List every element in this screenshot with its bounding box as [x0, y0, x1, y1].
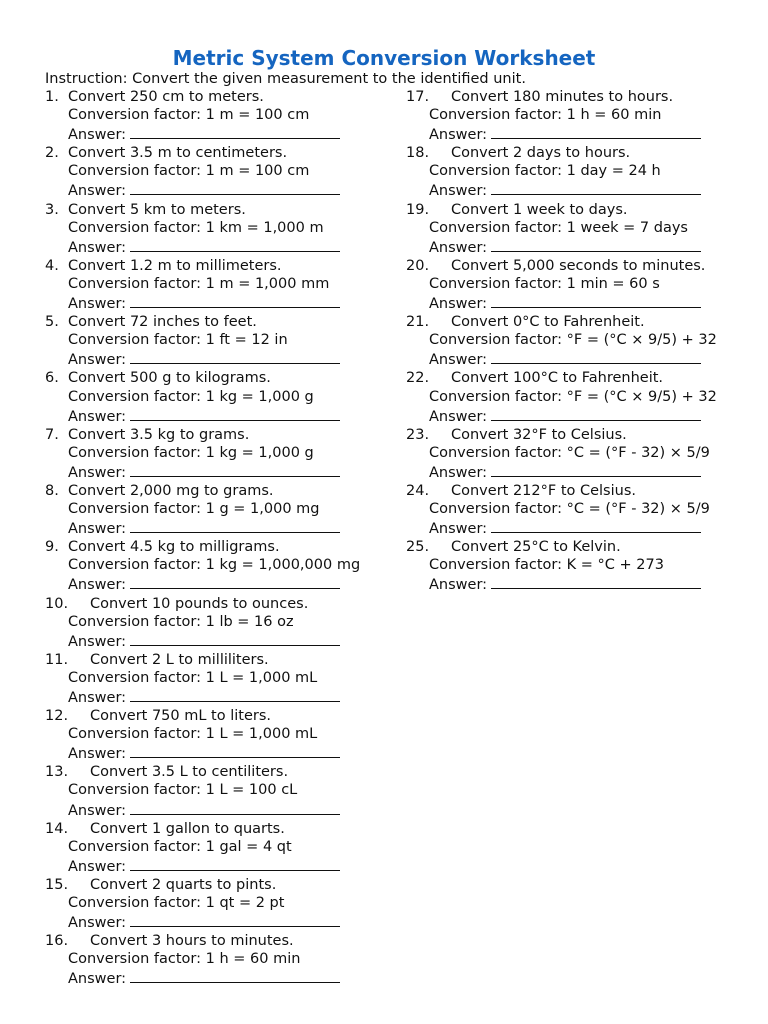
question-item: [406, 201, 751, 257]
answer-label: Answer:: [68, 633, 127, 650]
answer-blank-line[interactable]: [130, 687, 340, 702]
question-line: [45, 538, 390, 556]
question-line: [45, 707, 390, 725]
question-item: [45, 482, 390, 538]
answer-blank-line[interactable]: [130, 124, 340, 139]
answer-row: [406, 237, 751, 257]
question-text: Convert 3 hours to minutes.: [90, 933, 294, 950]
question-item: [45, 651, 390, 707]
conversion-factor: Conversion factor: 1 ft = 12 in: [68, 332, 288, 349]
answer-row: [45, 687, 390, 707]
question-item: [45, 313, 390, 369]
answer-label: Answer:: [68, 802, 127, 819]
conversion-factor: Conversion factor: 1 L = 1,000 mL: [68, 726, 318, 743]
question-text: Convert 3.5 L to centiliters.: [90, 764, 289, 781]
answer-label: Answer:: [68, 971, 127, 988]
question-number: 8.: [45, 482, 59, 499]
question-item: [45, 144, 390, 200]
answer-label: Answer:: [429, 521, 488, 538]
answer-blank-line[interactable]: [491, 462, 701, 477]
question-text: Convert 100°C to Fahrenheit.: [451, 370, 664, 387]
answer-row: [45, 912, 390, 932]
answer-label: Answer:: [68, 352, 127, 369]
question-line: [45, 369, 390, 387]
question-number: 10.: [45, 595, 69, 612]
question-number: 4.: [45, 257, 59, 274]
question-number: 13.: [45, 764, 69, 781]
conversion-factor: Conversion factor: 1 L = 1,000 mL: [68, 669, 318, 686]
question-number: 11.: [45, 651, 69, 668]
conversion-factor: Conversion factor: 1 m = 100 cm: [68, 163, 310, 180]
question-line: [406, 313, 751, 331]
question-item: [45, 763, 390, 819]
question-text: Convert 2 quarts to pints.: [90, 876, 277, 893]
answer-label: Answer:: [429, 408, 488, 425]
answer-row: [45, 743, 390, 763]
answer-blank-line[interactable]: [130, 518, 340, 533]
answer-row: [406, 124, 751, 144]
conversion-factor: Conversion factor: 1 kg = 1,000 g: [68, 444, 314, 461]
answer-blank-line[interactable]: [130, 462, 340, 477]
question-text: Convert 5,000 seconds to minutes.: [451, 257, 706, 274]
question-item: [45, 876, 390, 932]
answer-row: [45, 968, 390, 988]
answer-label: Answer:: [68, 858, 127, 875]
answer-row: [406, 293, 751, 313]
question-item: [45, 201, 390, 257]
question-text: Convert 72 inches to feet.: [68, 314, 257, 331]
answer-label: Answer:: [68, 408, 127, 425]
question-number: 17.: [406, 89, 430, 105]
question-number: 2.: [45, 145, 59, 162]
answer-blank-line[interactable]: [491, 574, 701, 589]
question-line: [406, 482, 751, 500]
answer-blank-line[interactable]: [130, 631, 340, 646]
question-line: [406, 88, 751, 106]
question-number: 3.: [45, 201, 59, 218]
question-number: 23.: [406, 426, 430, 443]
question-text: Convert 180 minutes to hours.: [451, 89, 674, 105]
question-item: [406, 88, 751, 144]
answer-row: [45, 574, 390, 594]
answer-blank-line[interactable]: [491, 237, 701, 252]
conversion-factor: Conversion factor: K = °C + 273: [429, 557, 664, 574]
question-number: 9.: [45, 539, 59, 556]
answer-row: [45, 237, 390, 257]
question-line: [406, 144, 751, 162]
answer-row: [45, 293, 390, 313]
answer-blank-line[interactable]: [130, 912, 340, 927]
question-number: 21.: [406, 314, 430, 331]
question-text: Convert 0°C to Fahrenheit.: [451, 314, 645, 331]
question-item: [406, 538, 751, 594]
question-text: Convert 1.2 m to millimeters.: [68, 257, 282, 274]
question-line: [45, 820, 390, 838]
question-number: 19.: [406, 201, 430, 218]
question-item: [45, 595, 390, 651]
answer-label: Answer:: [68, 577, 127, 594]
question-text: Convert 1 week to days.: [451, 201, 628, 218]
question-number: 25.: [406, 539, 430, 556]
answer-label: Answer:: [68, 746, 127, 763]
answer-blank-line[interactable]: [491, 293, 701, 308]
answer-label: Answer:: [429, 239, 488, 256]
conversion-factor: Conversion factor: °F = (°C × 9/5) + 32: [429, 388, 717, 405]
question-line: [45, 426, 390, 444]
question-line: [406, 369, 751, 387]
question-line: [45, 763, 390, 781]
question-number: 24.: [406, 482, 430, 499]
question-item: [45, 820, 390, 876]
question-item: [45, 257, 390, 313]
question-line: [406, 257, 751, 275]
question-text: Convert 3.5 m to centimeters.: [68, 145, 288, 162]
answer-blank-line[interactable]: [130, 856, 340, 871]
answer-row: [406, 462, 751, 482]
question-number: 18.: [406, 145, 430, 162]
question-line: [406, 201, 751, 219]
answer-blank-line[interactable]: [130, 968, 340, 983]
answer-row: [45, 406, 390, 426]
conversion-factor: Conversion factor: 1 kg = 1,000 g: [68, 388, 314, 405]
conversion-factor: Conversion factor: 1 gal = 4 qt: [68, 838, 292, 855]
answer-label: Answer:: [429, 296, 488, 313]
question-line: [45, 201, 390, 219]
question-text: Convert 10 pounds to ounces.: [90, 595, 309, 612]
answer-blank-line[interactable]: [130, 180, 340, 195]
answer-blank-line[interactable]: [491, 406, 701, 421]
question-line: [45, 932, 390, 950]
answer-row: [406, 349, 751, 369]
question-line: [45, 88, 390, 106]
question-text: Convert 2 L to milliliters.: [90, 651, 269, 668]
answer-blank-line[interactable]: [130, 406, 340, 421]
answer-label: Answer:: [68, 239, 127, 256]
question-number: 1.: [45, 89, 59, 105]
question-number: 12.: [45, 708, 69, 725]
question-text: Convert 25°C to Kelvin.: [451, 539, 621, 556]
question-line: [45, 257, 390, 275]
question-text: Convert 2,000 mg to grams.: [68, 482, 274, 499]
question-item: [406, 144, 751, 200]
answer-blank-line[interactable]: [491, 124, 701, 139]
answer-label: Answer:: [68, 915, 127, 932]
conversion-factor: Conversion factor: °C = (°F - 32) × 5/9: [429, 501, 710, 518]
question-item: [406, 313, 751, 369]
answer-row: [45, 800, 390, 820]
question-text: Convert 2 days to hours.: [451, 145, 631, 162]
question-text: Convert 4.5 kg to milligrams.: [68, 539, 280, 556]
conversion-factor: Conversion factor: 1 g = 1,000 mg: [68, 501, 320, 518]
question-item: [45, 707, 390, 763]
answer-row: [45, 631, 390, 651]
answer-row: [45, 180, 390, 200]
question-number: 7.: [45, 426, 59, 443]
question-line: [45, 876, 390, 894]
question-item: [406, 369, 751, 425]
answer-label: Answer:: [68, 296, 127, 313]
conversion-factor: Conversion factor: 1 h = 60 min: [429, 107, 662, 124]
worksheet-title: Metric System Conversion Worksheet: [172, 46, 596, 70]
answer-row: [406, 180, 751, 200]
question-item: [45, 88, 390, 144]
conversion-factor: Conversion factor: 1 L = 100 cL: [68, 782, 298, 799]
answer-blank-line[interactable]: [491, 518, 701, 533]
question-item: [406, 257, 751, 313]
question-line: [45, 482, 390, 500]
question-number: 5.: [45, 314, 59, 331]
question-line: [45, 595, 390, 613]
answer-row: [45, 856, 390, 876]
conversion-factor: Conversion factor: °F = (°C × 9/5) + 32: [429, 332, 717, 349]
answer-blank-line[interactable]: [130, 237, 340, 252]
question-line: [406, 426, 751, 444]
question-text: Convert 212°F to Celsius.: [451, 482, 636, 499]
answer-row: [45, 349, 390, 369]
question-item: [45, 538, 390, 594]
answer-label: Answer:: [68, 521, 127, 538]
question-number: 15.: [45, 876, 69, 893]
question-text: Convert 1 gallon to quarts.: [90, 820, 285, 837]
conversion-factor: Conversion factor: 1 m = 1,000 mm: [68, 275, 330, 292]
question-number: 22.: [406, 370, 430, 387]
answer-blank-line[interactable]: [491, 180, 701, 195]
answer-label: Answer:: [429, 183, 488, 200]
question-column-left: [45, 88, 390, 989]
conversion-factor: Conversion factor: 1 week = 7 days: [429, 219, 688, 236]
answer-blank-line[interactable]: [491, 349, 701, 364]
conversion-factor: Conversion factor: 1 day = 24 h: [429, 163, 661, 180]
question-line: [45, 144, 390, 162]
answer-blank-line[interactable]: [130, 800, 340, 815]
conversion-factor: Conversion factor: 1 h = 60 min: [68, 951, 301, 968]
question-line: [406, 538, 751, 556]
answer-label: Answer:: [68, 464, 127, 481]
answer-row: [45, 124, 390, 144]
answer-row: [406, 518, 751, 538]
question-text: Convert 32°F to Celsius.: [451, 426, 627, 443]
answer-row: [406, 406, 751, 426]
question-column-right: [406, 88, 751, 595]
answer-label: Answer:: [429, 464, 488, 481]
question-line: [45, 651, 390, 669]
answer-blank-line[interactable]: [130, 349, 340, 364]
instruction-text: Instruction: Convert the given measurement to the identified unit.: [45, 71, 526, 87]
answer-label: Answer:: [429, 577, 488, 594]
conversion-factor: Conversion factor: 1 lb = 16 oz: [68, 613, 294, 630]
conversion-factor: Conversion factor: 1 kg = 1,000,000 mg: [68, 557, 361, 574]
conversion-factor: Conversion factor: 1 min = 60 s: [429, 275, 660, 292]
question-text: Convert 250 cm to meters.: [68, 89, 264, 105]
question-item: [45, 932, 390, 988]
question-number: 20.: [406, 257, 430, 274]
conversion-factor: Conversion factor: °C = (°F - 32) × 5/9: [429, 444, 710, 461]
conversion-factor: Conversion factor: 1 qt = 2 pt: [68, 895, 285, 912]
conversion-factor: Conversion factor: 1 km = 1,000 m: [68, 219, 324, 236]
answer-label: Answer:: [429, 352, 488, 369]
answer-blank-line[interactable]: [130, 293, 340, 308]
question-item: [45, 369, 390, 425]
question-number: 6.: [45, 370, 59, 387]
answer-row: [45, 462, 390, 482]
answer-row: [45, 518, 390, 538]
question-text: Convert 750 mL to liters.: [90, 708, 271, 725]
question-text: Convert 3.5 kg to grams.: [68, 426, 250, 443]
question-text: Convert 500 g to kilograms.: [68, 370, 271, 387]
question-line: [45, 313, 390, 331]
question-number: 16.: [45, 933, 69, 950]
answer-label: Answer:: [68, 183, 127, 200]
question-number: 14.: [45, 820, 69, 837]
answer-blank-line[interactable]: [130, 574, 340, 589]
answer-label: Answer:: [68, 690, 127, 706]
answer-label: Answer:: [429, 127, 488, 144]
answer-row: [406, 574, 751, 594]
question-item: [406, 426, 751, 482]
conversion-factor: Conversion factor: 1 m = 100 cm: [68, 107, 310, 124]
question-item: [45, 426, 390, 482]
answer-label: Answer:: [68, 127, 127, 144]
question-item: [406, 482, 751, 538]
question-text: Convert 5 km to meters.: [68, 201, 246, 218]
answer-blank-line[interactable]: [130, 743, 340, 758]
